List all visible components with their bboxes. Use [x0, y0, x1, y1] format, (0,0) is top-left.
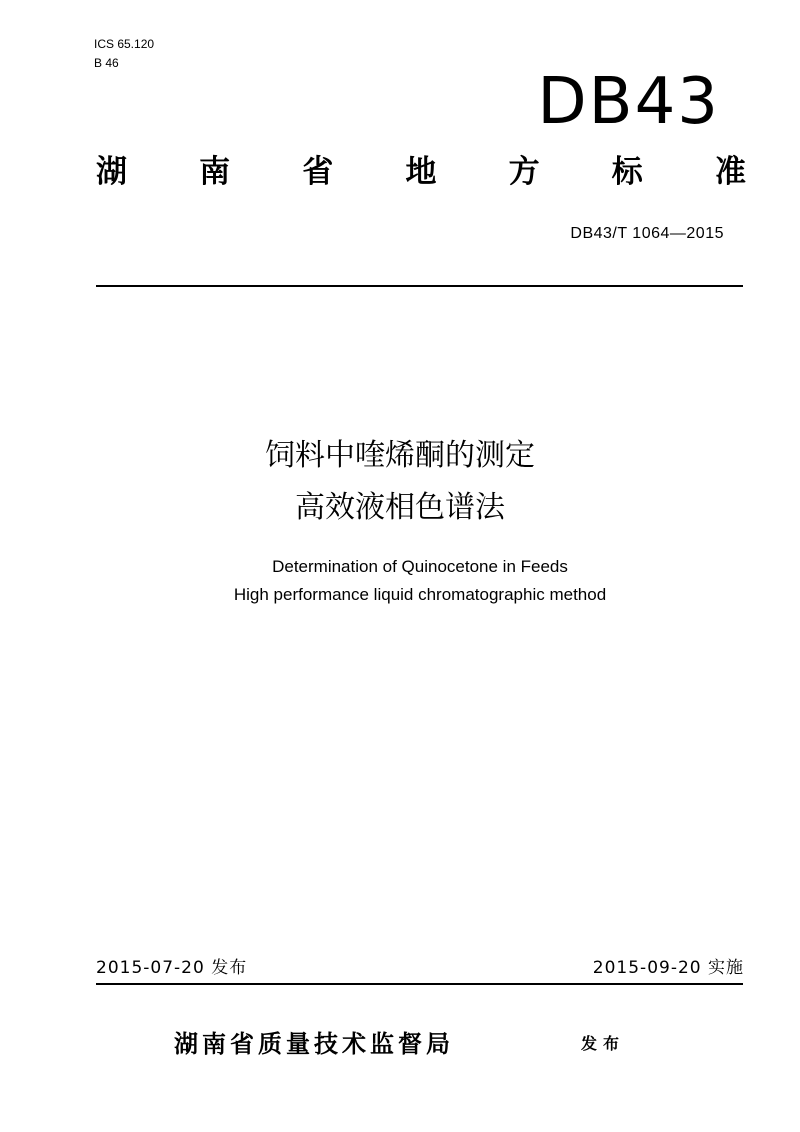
- issue-date: 2015-07-20 发布: [96, 958, 248, 978]
- implementation-date: 2015-09-20 实施: [592, 958, 744, 978]
- standard-type-char: 标: [611, 154, 643, 190]
- standard-type-heading: [96, 152, 746, 192]
- standard-type-char: 方: [508, 154, 540, 190]
- top-divider: [96, 285, 743, 287]
- standard-type-char: 南: [199, 154, 231, 190]
- standard-type-char: 湖: [96, 154, 127, 190]
- issuer-suffix: 发布: [581, 1034, 626, 1053]
- standard-type-char: 地: [405, 154, 437, 190]
- bottom-divider: [96, 983, 743, 985]
- title-chinese-line-1: 饲料中喹烯酮的测定: [265, 438, 535, 473]
- ics-code: ICS 65.120: [94, 37, 155, 51]
- standard-type-char: 准: [714, 154, 746, 190]
- title-english-line-2: High performance liquid chromatographic method: [233, 585, 607, 604]
- title-english-line-1: Determination of Quinocetone in Feeds: [272, 557, 568, 576]
- ccs-code: B 46: [94, 56, 119, 70]
- title-chinese-line-2: 高效液相色谱法: [295, 490, 505, 525]
- standard-logo: DB43: [537, 65, 720, 139]
- standard-type-char: 省: [302, 154, 334, 190]
- standard-number: DB43/T 1064—2015: [570, 225, 724, 242]
- issuing-authority: 湖南省质量技术监督局: [174, 1030, 454, 1058]
